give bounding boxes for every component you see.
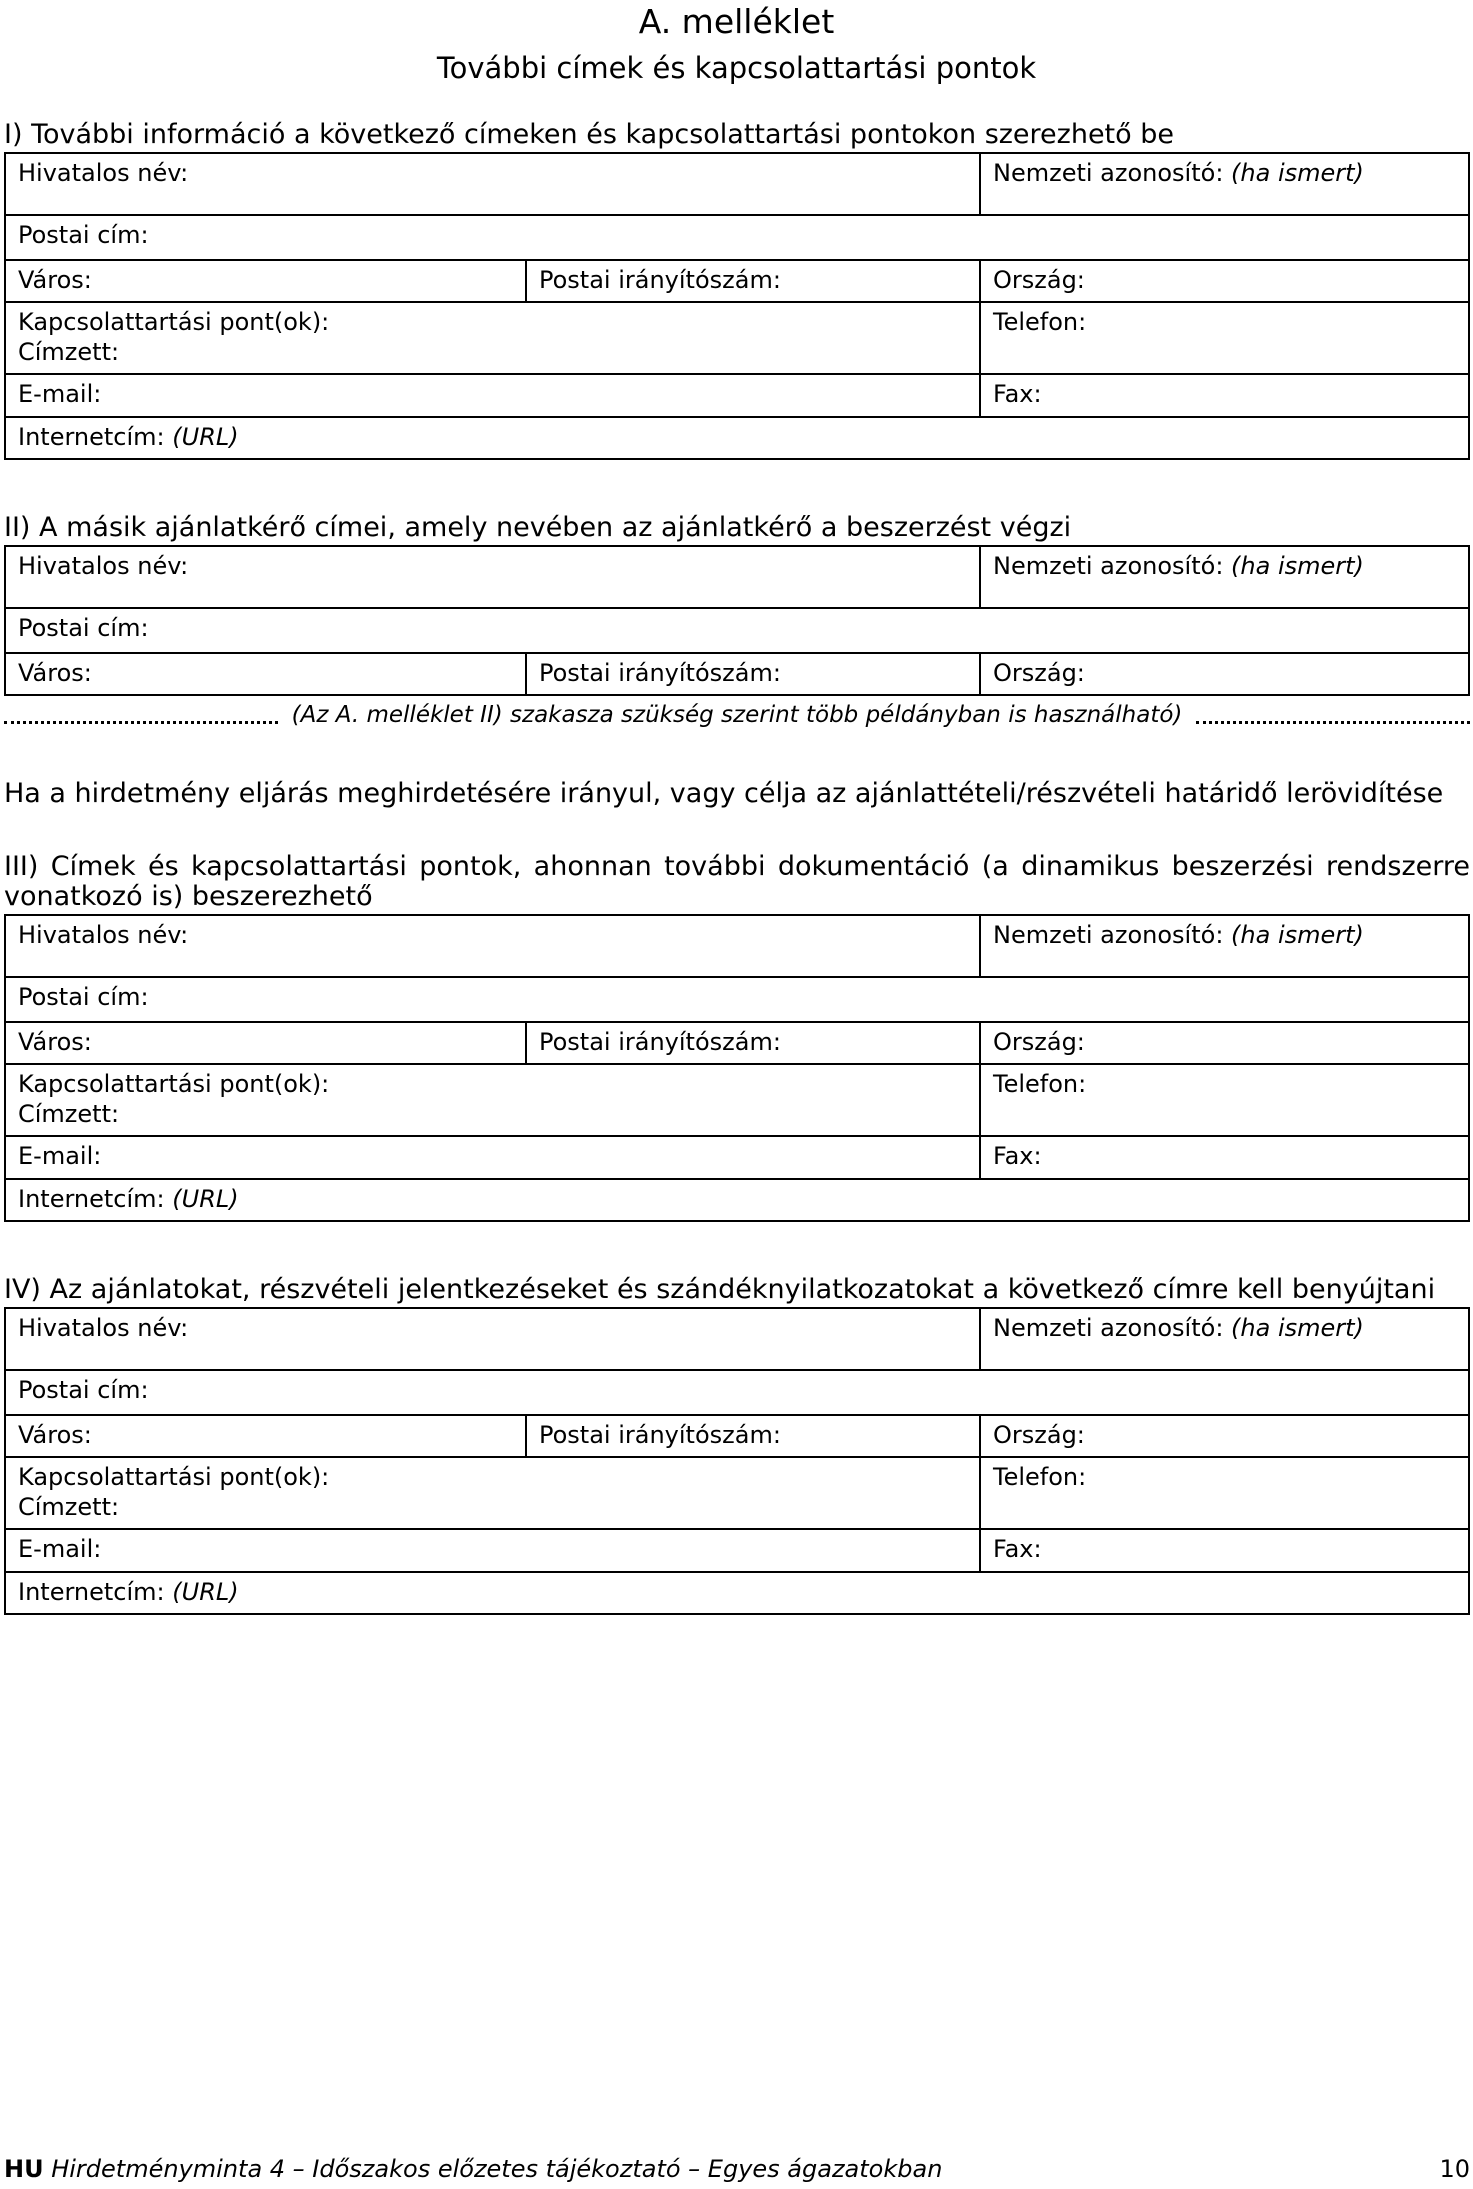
- email-label: E-mail:: [18, 1535, 102, 1563]
- phone-field[interactable]: [979, 1458, 1468, 1528]
- internet-hint: (URL): [172, 1185, 239, 1213]
- city-field[interactable]: [6, 1416, 525, 1456]
- row-email: [6, 373, 1468, 416]
- dotted-leader-left: [4, 707, 278, 724]
- attention-label: Címzett:: [18, 338, 120, 366]
- phone-label: Telefon:: [993, 308, 1087, 336]
- phone-field[interactable]: [979, 303, 1468, 373]
- email-field[interactable]: [6, 375, 979, 416]
- postal-address-field[interactable]: [6, 216, 1468, 259]
- postal-code-label: Postai irányítószám:: [539, 266, 781, 294]
- national-id-hint: (ha ismert): [1231, 159, 1364, 187]
- country-field[interactable]: [979, 1416, 1468, 1456]
- national-id-field[interactable]: [979, 1309, 1468, 1369]
- contact-points-field[interactable]: [6, 1065, 979, 1135]
- postal-code-field[interactable]: [525, 261, 979, 301]
- phone-label: Telefon:: [993, 1463, 1087, 1491]
- section-2-form: [4, 545, 1470, 696]
- section-4-heading: IV) Az ajánlatokat, részvételi jelentkezéseket és szándéknyilatkozatokat a következő címre kell benyújtani: [4, 1274, 1436, 1305]
- country-field[interactable]: [979, 654, 1468, 694]
- row-internet: [6, 416, 1468, 458]
- internet-label: Internetcím:: [18, 1578, 165, 1606]
- national-id-label: Nemzeti azonosító:: [993, 921, 1224, 949]
- page-subtitle: További címek és kapcsolattartási pontok: [436, 51, 1037, 85]
- footer-lang-code: HU: [4, 2155, 44, 2183]
- page-title: A. melléklet: [638, 2, 835, 41]
- postal-address-field[interactable]: [6, 609, 1468, 652]
- national-id-field[interactable]: [979, 916, 1468, 976]
- city-field[interactable]: [6, 261, 525, 301]
- postal-address-label: Postai cím:: [18, 1376, 149, 1404]
- postal-code-field[interactable]: [525, 1416, 979, 1456]
- country-field[interactable]: [979, 1023, 1468, 1063]
- repeat-note: [4, 700, 1470, 730]
- row-internet: [6, 1571, 1468, 1613]
- email-field[interactable]: [6, 1137, 979, 1178]
- postal-address-field[interactable]: [6, 1371, 1468, 1414]
- national-id-hint: (ha ismert): [1231, 552, 1364, 580]
- country-label: Ország:: [993, 659, 1085, 687]
- contact-points-field[interactable]: [6, 1458, 979, 1528]
- fax-field[interactable]: [979, 1530, 1468, 1571]
- contact-points-label: Kapcsolattartási pont(ok):: [18, 308, 330, 336]
- row-internet: [6, 1178, 1468, 1220]
- footer-page-number: 10: [1439, 2155, 1470, 2183]
- fax-field[interactable]: [979, 375, 1468, 416]
- repeat-note-text: (Az A. melléklet II) szakasza szükség szerint több példányban is használható): [291, 702, 1183, 728]
- national-id-hint: (ha ismert): [1231, 1314, 1364, 1342]
- row-city: [6, 259, 1468, 301]
- country-field[interactable]: [979, 261, 1468, 301]
- postal-code-label: Postai irányítószám:: [539, 659, 781, 687]
- national-id-field[interactable]: [979, 154, 1468, 214]
- national-id-label: Nemzeti azonosító:: [993, 552, 1224, 580]
- condition-text: Ha a hirdetmény eljárás meghirdetésére irányul, vagy célja az ajánlattételi/részvételi határidő lerövidítése: [4, 778, 1444, 809]
- city-field[interactable]: [6, 1023, 525, 1063]
- section-1-form: [4, 152, 1470, 460]
- fax-label: Fax:: [993, 1535, 1042, 1563]
- footer-doc-name: Hirdetményminta 4 – Időszakos előzetes tájékoztató – Egyes ágazatokban: [51, 2155, 943, 2183]
- postal-code-field[interactable]: [525, 1023, 979, 1063]
- attention-label: Címzett:: [18, 1100, 120, 1128]
- postal-address-label: Postai cím:: [18, 614, 149, 642]
- contact-points-field[interactable]: [6, 303, 979, 373]
- dotted-leader-right: [1196, 707, 1470, 724]
- row-official-name: [6, 154, 1468, 214]
- attention-label: Címzett:: [18, 1493, 120, 1521]
- postal-code-field[interactable]: [525, 654, 979, 694]
- contact-points-label: Kapcsolattartási pont(ok):: [18, 1070, 330, 1098]
- section-4-form: [4, 1307, 1470, 1615]
- row-postal-address: [6, 607, 1468, 652]
- email-label: E-mail:: [18, 380, 102, 408]
- row-contact: [6, 1456, 1468, 1528]
- official-name-field[interactable]: [6, 547, 979, 607]
- city-field[interactable]: [6, 654, 525, 694]
- postal-address-field[interactable]: [6, 978, 1468, 1021]
- internet-field[interactable]: [6, 1180, 1468, 1220]
- phone-label: Telefon:: [993, 1070, 1087, 1098]
- row-official-name: [6, 547, 1468, 607]
- row-email: [6, 1135, 1468, 1178]
- official-name-field[interactable]: [6, 1309, 979, 1369]
- national-id-label: Nemzeti azonosító:: [993, 1314, 1224, 1342]
- email-label: E-mail:: [18, 1142, 102, 1170]
- row-postal-address: [6, 976, 1468, 1021]
- row-email: [6, 1528, 1468, 1571]
- postal-address-label: Postai cím:: [18, 221, 149, 249]
- official-name-label: Hivatalos név:: [18, 1314, 189, 1342]
- row-city: [6, 1021, 1468, 1063]
- official-name-label: Hivatalos név:: [18, 159, 189, 187]
- row-contact: [6, 301, 1468, 373]
- footer-doc-title: [4, 2154, 942, 2184]
- country-label: Ország:: [993, 1028, 1085, 1056]
- city-label: Város:: [18, 1421, 92, 1449]
- row-official-name: [6, 1309, 1468, 1369]
- postal-code-label: Postai irányítószám:: [539, 1028, 781, 1056]
- row-city: [6, 1414, 1468, 1456]
- official-name-field[interactable]: [6, 154, 979, 214]
- postal-code-label: Postai irányítószám:: [539, 1421, 781, 1449]
- city-label: Város:: [18, 659, 92, 687]
- row-city: [6, 652, 1468, 694]
- email-field[interactable]: [6, 1530, 979, 1571]
- row-postal-address: [6, 214, 1468, 259]
- internet-label: Internetcím:: [18, 1185, 165, 1213]
- phone-field[interactable]: [979, 1065, 1468, 1135]
- section-1-heading: I) További információ a következő címeken és kapcsolattartási pontokon szerezhető be: [4, 119, 1174, 150]
- section-3-heading: III) Címek és kapcsolattartási pontok, ahonnan további dokumentáció (a dinamikus beszerzési rendszerre vonatkozó is) beszerezhető: [4, 851, 1470, 912]
- postal-address-label: Postai cím:: [18, 983, 149, 1011]
- country-label: Ország:: [993, 1421, 1085, 1449]
- national-id-hint: (ha ismert): [1231, 921, 1364, 949]
- internet-field[interactable]: [6, 418, 1468, 458]
- section-3-form: [4, 914, 1470, 1222]
- official-name-label: Hivatalos név:: [18, 921, 189, 949]
- page-footer: [4, 2154, 1470, 2184]
- country-label: Ország:: [993, 266, 1085, 294]
- fax-field[interactable]: [979, 1137, 1468, 1178]
- internet-hint: (URL): [172, 1578, 239, 1606]
- city-label: Város:: [18, 1028, 92, 1056]
- internet-label: Internetcím:: [18, 423, 165, 451]
- fax-label: Fax:: [993, 380, 1042, 408]
- contact-points-label: Kapcsolattartási pont(ok):: [18, 1463, 330, 1491]
- official-name-label: Hivatalos név:: [18, 552, 189, 580]
- city-label: Város:: [18, 266, 92, 294]
- national-id-label: Nemzeti azonosító:: [993, 159, 1224, 187]
- national-id-field[interactable]: [979, 547, 1468, 607]
- section-2-heading: II) A másik ajánlatkérő címei, amely nevében az ajánlatkérő a beszerzést végzi: [4, 512, 1072, 543]
- official-name-field[interactable]: [6, 916, 979, 976]
- fax-label: Fax:: [993, 1142, 1042, 1170]
- row-postal-address: [6, 1369, 1468, 1414]
- row-official-name: [6, 916, 1468, 976]
- internet-hint: (URL): [172, 423, 239, 451]
- row-contact: [6, 1063, 1468, 1135]
- internet-field[interactable]: [6, 1573, 1468, 1613]
